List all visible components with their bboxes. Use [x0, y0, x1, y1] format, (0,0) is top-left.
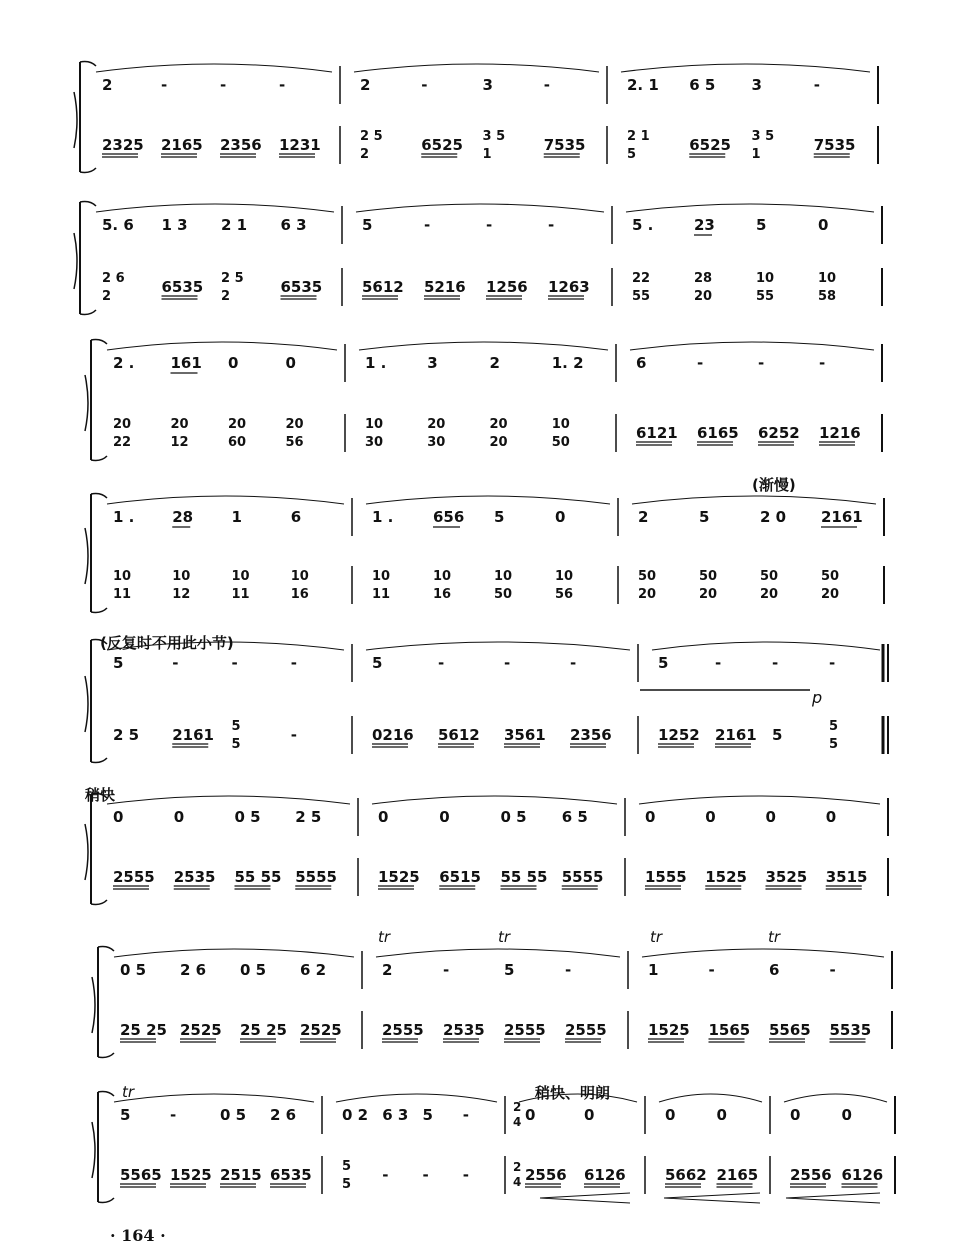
chord-lower-note: 22	[113, 435, 132, 450]
note-upper: 0	[765, 808, 776, 826]
note-lower: 2165	[716, 1166, 759, 1184]
dash-sustain: -	[697, 354, 704, 372]
slur	[96, 64, 332, 72]
note-upper: 0	[555, 508, 566, 526]
slur	[630, 342, 874, 350]
slur	[784, 1094, 887, 1102]
page-number: · 164 ·	[110, 1226, 166, 1245]
note-upper: 6	[636, 354, 647, 372]
chord-lower-note: 16	[433, 587, 452, 602]
note-lower: 3515	[825, 868, 868, 886]
note-upper: 5. 6	[102, 216, 134, 234]
chord-lower-note: 2	[360, 147, 370, 162]
note-lower: 6535	[270, 1166, 312, 1184]
chord-lower-note: 58	[818, 289, 837, 304]
note-upper: 5	[120, 1106, 131, 1124]
note-lower: 1231	[279, 136, 321, 154]
note-lower: 6515	[439, 868, 481, 886]
chord-upper-note: 10	[290, 569, 309, 584]
system-brace	[74, 233, 77, 289]
note-upper: 1 .	[372, 508, 394, 526]
chord-lower-note: 20	[638, 587, 657, 602]
note-lower: 2525	[180, 1021, 222, 1039]
dash-sustain: -	[829, 961, 836, 979]
chord-lower-note: 30	[365, 435, 384, 450]
dash-sustain: -	[715, 654, 722, 672]
note-lower: 6126	[841, 1166, 884, 1184]
chord-upper-note: 10	[231, 569, 250, 584]
note-lower: 1525	[648, 1021, 690, 1039]
dash-sustain: -	[382, 1166, 389, 1184]
chord-lower-note: 50	[494, 587, 513, 602]
note-upper: 2161	[821, 508, 863, 526]
chord-upper-note: 2 5	[360, 129, 383, 144]
tempo-marking-shaokuai: 稍快	[85, 786, 116, 804]
chord-upper-note: 10	[372, 569, 391, 584]
system-brace	[85, 528, 88, 584]
note-lower: 3525	[765, 868, 808, 886]
slur	[107, 342, 337, 350]
bracket-top-hook	[91, 340, 107, 345]
chord-lower-note: 20	[489, 435, 508, 450]
system-brace	[74, 92, 77, 148]
note-lower: 6121	[636, 424, 678, 442]
note-lower: 2556	[790, 1166, 832, 1184]
chord-lower-note: 11	[231, 587, 250, 602]
note-upper: 5	[658, 654, 669, 672]
note-upper: 6 3	[280, 216, 307, 234]
note-upper: 0	[378, 808, 389, 826]
note-upper: 0	[228, 354, 239, 372]
note-upper: 5	[113, 654, 124, 672]
chord-lower-note: 16	[290, 587, 309, 602]
note-upper: 5	[756, 216, 767, 234]
chord-upper-note: 3 5	[751, 129, 775, 144]
note-lower: 1555	[645, 868, 687, 886]
bracket-top-hook	[91, 494, 107, 499]
chord-upper-note: 5	[342, 1159, 352, 1174]
note-lower: 5612	[438, 726, 480, 744]
chord-lower-note: 2	[102, 289, 112, 304]
note-upper: 0	[665, 1106, 676, 1124]
repeat-note: (反复时不用此小节)	[100, 634, 234, 652]
chord-lower-note: 55	[756, 289, 775, 304]
note-upper: 0	[113, 808, 124, 826]
note-lower: 6525	[689, 136, 731, 154]
note-upper: 0 2	[342, 1106, 369, 1124]
dash-sustain: -	[422, 1166, 429, 1184]
note-upper: 0	[525, 1106, 536, 1124]
chord-upper-note: 20	[228, 417, 247, 432]
chord-lower-note: 20	[694, 289, 713, 304]
chord-upper-note: 10	[433, 569, 452, 584]
dash-sustain: -	[813, 76, 820, 94]
slur	[642, 949, 884, 957]
note-upper: 28	[172, 508, 194, 526]
chord-upper-note: 10	[172, 569, 191, 584]
chord-upper-note: 10	[551, 417, 570, 432]
hairpin	[786, 1193, 880, 1203]
note-upper: 0	[584, 1106, 595, 1124]
note-upper: 0	[790, 1106, 801, 1124]
system-brace	[92, 1122, 95, 1178]
chord-lower-note: 1	[751, 147, 761, 162]
note-upper: 6 2	[300, 961, 327, 979]
note-lower: 6525	[421, 136, 463, 154]
chord-upper-note: 22	[632, 271, 651, 286]
note-upper: 0	[439, 808, 450, 826]
bracket-bottom-hook	[80, 310, 96, 315]
chord-lower-note: 55	[632, 289, 651, 304]
chord-lower-note: 11	[113, 587, 132, 602]
note-lower: 1256	[486, 278, 528, 296]
system-brace	[85, 676, 88, 732]
system-brace	[85, 824, 88, 880]
chord-lower-note: 50	[551, 435, 570, 450]
note-upper: 0	[285, 354, 296, 372]
note-upper: 23	[694, 216, 715, 234]
note-lower: 2556	[525, 1166, 567, 1184]
note-upper: 6 5	[561, 808, 588, 826]
note-lower: 25 25	[120, 1021, 167, 1039]
tempo-marking-jianman: (渐慢)	[752, 476, 796, 494]
note-upper: 5	[699, 508, 710, 526]
chord-lower-note: 56	[555, 587, 574, 602]
note-upper: 2	[638, 508, 649, 526]
slur	[336, 1094, 497, 1102]
note-upper: 0	[818, 216, 829, 234]
slur	[114, 1094, 314, 1102]
note-lower: 2325	[102, 136, 144, 154]
chord-lower-note: 20	[699, 587, 718, 602]
hairpin	[540, 1193, 630, 1203]
note-upper: 2	[102, 76, 113, 94]
note-upper: 6 3	[382, 1106, 409, 1124]
dash-sustain: -	[772, 654, 779, 672]
note-lower: 2535	[173, 868, 216, 886]
slur	[652, 642, 880, 650]
chord-upper-note: 10	[494, 569, 513, 584]
chord-upper-note: 20	[170, 417, 189, 432]
slur	[639, 796, 880, 804]
note-lower: 1263	[548, 278, 590, 296]
note-lower: 6126	[584, 1166, 626, 1184]
note-upper: 2 6	[180, 961, 207, 979]
note-upper: 0	[645, 808, 656, 826]
note-upper: 0	[841, 1106, 852, 1124]
slur	[621, 64, 870, 72]
bracket-bottom-hook	[91, 900, 107, 905]
chord-upper-note: 5	[829, 719, 839, 734]
note-lower: 5662	[665, 1166, 707, 1184]
note-upper: 0	[825, 808, 837, 826]
dash-sustain: -	[421, 76, 428, 94]
note-lower: 2525	[300, 1021, 342, 1039]
dash-sustain: -	[161, 76, 168, 94]
note-upper: 3	[751, 76, 762, 94]
note-lower: 2161	[715, 726, 757, 744]
chord-lower-note: 56	[285, 435, 304, 450]
note-lower: 7535	[813, 136, 856, 154]
chord-lower-note: 30	[427, 435, 446, 450]
hairpin	[664, 1193, 760, 1203]
note-upper: 6	[290, 508, 302, 526]
time-signature-top: 2	[513, 1160, 522, 1174]
note-lower: 6165	[697, 424, 739, 442]
bracket-top-hook	[98, 1092, 114, 1097]
note-lower: 25 25	[240, 1021, 287, 1039]
bracket-top-hook	[80, 62, 96, 67]
chord-upper-note: 10	[555, 569, 574, 584]
note-upper: 0 5	[500, 808, 527, 826]
note-upper: 5	[372, 654, 383, 672]
dash-sustain: -	[543, 76, 550, 94]
chord-upper-note: 50	[821, 569, 840, 584]
note-lower: 2165	[161, 136, 203, 154]
slur	[366, 642, 630, 650]
note-upper: 1 .	[365, 354, 387, 372]
chord-lower-note: 2	[221, 289, 231, 304]
chord-upper-note: 2 5	[221, 271, 244, 286]
note-upper: 6	[769, 961, 780, 979]
slur	[96, 204, 334, 212]
note-upper: 0 5	[234, 808, 261, 826]
note-lower: 2555	[565, 1021, 607, 1039]
slur	[107, 496, 344, 504]
chord-upper-note: 20	[489, 417, 508, 432]
note-upper: 5	[504, 961, 515, 979]
note-upper: 0 5	[240, 961, 267, 979]
bracket-bottom-hook	[91, 456, 107, 461]
chord-upper-note: 3 5	[482, 129, 506, 144]
trill-mark: tr	[122, 1083, 135, 1101]
dash-sustain: -	[504, 654, 511, 672]
note-lower: 0216	[372, 726, 414, 744]
dash-sustain: -	[170, 1106, 177, 1124]
dash-sustain: -	[462, 1106, 469, 1124]
note-lower: 2515	[220, 1166, 262, 1184]
dash-sustain: -	[231, 654, 238, 672]
note-lower: 2161	[172, 726, 214, 744]
note-upper: 2	[489, 354, 500, 372]
note-lower: 3561	[504, 726, 546, 744]
chord-upper-note: 50	[638, 569, 657, 584]
note-lower: 2356	[220, 136, 262, 154]
bracket-top-hook	[80, 202, 96, 207]
bracket-bottom-hook	[91, 758, 107, 763]
chord-upper-note: 10	[113, 569, 132, 584]
slur	[372, 796, 617, 804]
dash-sustain: -	[462, 1166, 469, 1184]
note-upper: 3	[482, 76, 493, 94]
note-upper: 2 0	[760, 508, 787, 526]
slur	[626, 204, 874, 212]
slur	[354, 64, 599, 72]
chord-lower-note: 20	[821, 587, 840, 602]
note-upper: 161	[170, 354, 202, 372]
note-upper: 5	[422, 1106, 433, 1124]
trill-mark: tr	[498, 928, 511, 946]
note-lower: 2356	[570, 726, 612, 744]
note-lower: 2555	[113, 868, 155, 886]
slur	[632, 496, 876, 504]
dash-sustain: -	[172, 654, 179, 672]
chord-upper-note: 2 1	[627, 129, 650, 144]
note-upper: 2	[382, 961, 393, 979]
chord-upper-note: 10	[365, 417, 384, 432]
slur	[114, 949, 354, 957]
note-upper: 0	[705, 808, 716, 826]
chord-lower-note: 5	[829, 737, 839, 752]
dash-sustain: -	[570, 654, 577, 672]
dash-sustain: -	[829, 654, 836, 672]
note-lower: 5565	[769, 1021, 811, 1039]
note-lower: 1525	[170, 1166, 212, 1184]
bracket-bottom-hook	[91, 608, 107, 613]
slur	[107, 796, 350, 804]
dash-sustain: -	[708, 961, 715, 979]
note-lower: 5555	[561, 868, 604, 886]
note-lower: 6535	[161, 278, 204, 296]
note-lower: 1252	[658, 726, 700, 744]
chord-upper-note: 5	[231, 719, 241, 734]
chord-lower-note: 5	[627, 147, 637, 162]
dash-sustain: -	[486, 216, 493, 234]
note-lower: 2535	[443, 1021, 485, 1039]
trill-mark: tr	[768, 928, 781, 946]
dash-sustain: -	[758, 354, 765, 372]
dynamic-piano: p	[812, 688, 823, 707]
chord-lower-note: 20	[760, 587, 779, 602]
chord-upper-note: 2 6	[102, 271, 125, 286]
note-upper: 2 6	[270, 1106, 297, 1124]
note-lower: 55 55	[234, 868, 282, 886]
dash-sustain: -	[438, 654, 445, 672]
note-lower: 5555	[295, 868, 337, 886]
trill-mark: tr	[378, 928, 391, 946]
time-signature-bottom: 4	[513, 1175, 522, 1189]
chord-lower-note: 5	[231, 737, 241, 752]
chord-lower-note: 12	[172, 587, 191, 602]
slur	[356, 204, 604, 212]
note-upper: 1. 2	[551, 354, 584, 372]
note-upper: 2 .	[113, 354, 135, 372]
tempo-marking-shaokuai-minglang: 稍快、明朗	[535, 1084, 611, 1102]
chord-lower-note: 1	[482, 147, 492, 162]
dash-sustain: -	[290, 654, 297, 672]
note-lower: 6535	[280, 278, 323, 296]
dash-sustain: -	[443, 961, 450, 979]
dash-sustain: -	[290, 726, 297, 744]
chord-lower-note: 5	[342, 1177, 352, 1192]
chord-upper-note: 20	[427, 417, 446, 432]
note-upper: 1 3	[161, 216, 188, 234]
note-lower: 6252	[758, 424, 800, 442]
note-lower: 2555	[504, 1021, 546, 1039]
dash-sustain: -	[548, 216, 555, 234]
note-lower: 1525	[705, 868, 747, 886]
note-upper: 2	[360, 76, 371, 94]
note-upper: 0	[716, 1106, 727, 1124]
note-upper: 2 5	[295, 808, 322, 826]
chord-upper-note: 10	[756, 271, 775, 286]
dash-sustain: -	[279, 76, 286, 94]
note-upper: 2 1	[221, 216, 248, 234]
chord-lower-note: 12	[170, 435, 189, 450]
note-upper: 5	[362, 216, 373, 234]
note-upper: 3	[427, 354, 438, 372]
note-upper: 6 5	[689, 76, 716, 94]
slur	[359, 342, 608, 350]
trill-mark: tr	[650, 928, 663, 946]
note-upper: 1	[648, 961, 659, 979]
slur	[376, 949, 620, 957]
note-upper: 1	[231, 508, 242, 526]
note-lower: 5565	[120, 1166, 162, 1184]
note-lower: 1216	[819, 424, 861, 442]
chord-upper-note: 10	[818, 271, 837, 286]
chord-upper-note: 50	[760, 569, 779, 584]
note-lower: 5	[772, 726, 783, 744]
dash-sustain: -	[565, 961, 572, 979]
note-lower: 1525	[378, 868, 420, 886]
chord-upper-note: 28	[694, 271, 713, 286]
chord-upper-note: 20	[113, 417, 132, 432]
note-lower: 55 55	[500, 868, 548, 886]
slur	[659, 1094, 762, 1102]
chord-upper-note: 50	[699, 569, 718, 584]
note-upper: 0 5	[220, 1106, 247, 1124]
note-upper: 656	[433, 508, 465, 526]
chord-lower-note: 11	[372, 587, 391, 602]
bracket-bottom-hook	[98, 1053, 114, 1058]
note-upper: 0	[173, 808, 185, 826]
note-lower: 5216	[424, 278, 466, 296]
slur	[366, 496, 610, 504]
note-upper: 5 .	[632, 216, 654, 234]
time-signature-top: 2	[513, 1100, 522, 1114]
bracket-bottom-hook	[98, 1198, 114, 1203]
system-brace	[85, 375, 88, 431]
note-upper: 2. 1	[627, 76, 659, 94]
note-lower: 5612	[362, 278, 404, 296]
note-upper: 5	[494, 508, 505, 526]
chord-upper-note: 20	[285, 417, 304, 432]
system-brace	[92, 977, 95, 1033]
note-upper: 1 .	[113, 508, 135, 526]
note-lower: 5535	[829, 1021, 872, 1039]
note-lower: 2 5	[113, 726, 140, 744]
bracket-top-hook	[98, 947, 114, 952]
note-lower: 2555	[382, 1021, 424, 1039]
bracket-bottom-hook	[80, 168, 96, 173]
dash-sustain: -	[220, 76, 227, 94]
chord-lower-note: 60	[228, 435, 247, 450]
note-upper: 0 5	[120, 961, 147, 979]
note-lower: 1565	[708, 1021, 751, 1039]
note-lower: 7535	[543, 136, 586, 154]
time-signature-bottom: 4	[513, 1115, 522, 1129]
dash-sustain: -	[424, 216, 431, 234]
dash-sustain: -	[819, 354, 826, 372]
